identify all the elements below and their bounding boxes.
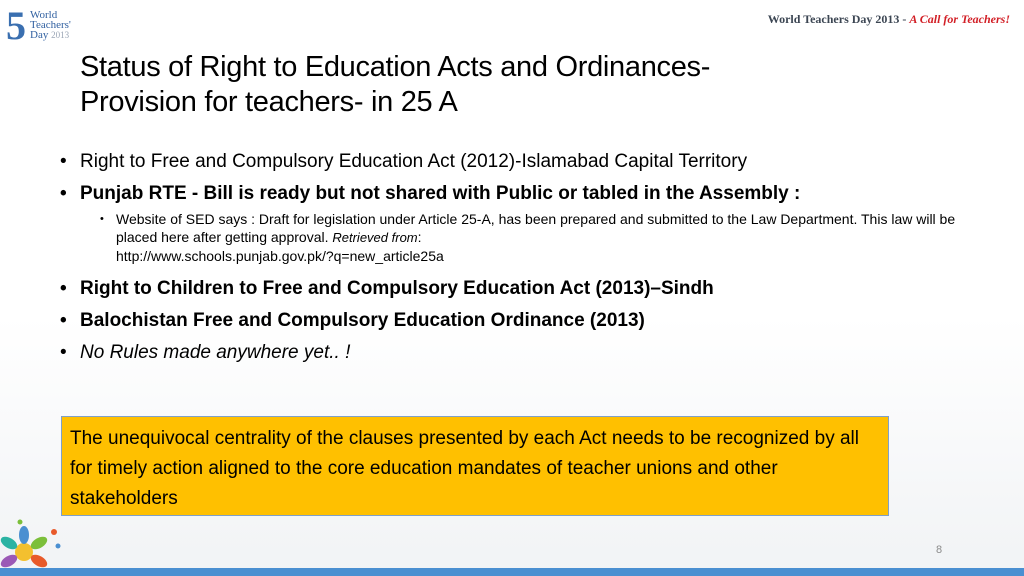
bullet-list bbox=[60, 150, 990, 373]
bullet-marker: • bbox=[60, 151, 67, 172]
flower-logo-icon bbox=[0, 508, 70, 576]
bullet-marker: • bbox=[60, 183, 67, 204]
bullet-marker: • bbox=[60, 310, 67, 331]
bullet-islamabad bbox=[60, 150, 990, 174]
retrieved-colon: : bbox=[417, 229, 422, 245]
bullet-punjab bbox=[60, 182, 990, 206]
bullet-balochistan bbox=[60, 309, 990, 333]
title-line-1: Status of Right to Education Acts and Ordinances- bbox=[80, 51, 711, 83]
header-event: World Teachers Day 2013 - bbox=[767, 12, 910, 26]
bullet-text: No Rules made anywhere yet.. ! bbox=[80, 342, 351, 363]
sub-bullet-text: Website of SED says : Draft for legislation under Article 25-A, has been prepared and submitted to the Law Department. This law will be placed here after getting approval. bbox=[116, 211, 956, 245]
title-line-2: Provision for teachers- in 25 A bbox=[80, 86, 458, 118]
event-logo bbox=[4, 4, 96, 48]
logo-line-3 bbox=[30, 30, 71, 40]
callout-box: The unequivocal centrality of the clauses presented by each Act needs to be recognized by all for timely action aligned to the core education mandates of teacher unions and other stakeholders bbox=[61, 416, 889, 516]
logo-day: Day bbox=[30, 29, 49, 41]
bullet-marker: • bbox=[60, 278, 67, 299]
bullet-text: Balochistan Free and Compulsory Education Ordinance (2013) bbox=[80, 310, 645, 331]
sub-bullet-sed-website bbox=[100, 210, 990, 265]
bullet-text: Right to Free and Compulsory Education Act (2012)-Islamabad Capital Territory bbox=[80, 151, 748, 172]
bottom-accent-bar bbox=[0, 568, 1024, 576]
sub-bullet-marker: • bbox=[100, 213, 104, 225]
page-number: 8 bbox=[936, 544, 943, 556]
logo-line-1: World bbox=[30, 9, 58, 21]
logo-line-2: Teachers' bbox=[30, 19, 71, 31]
bullet-text: Right to Children to Free and Compulsory Education Act (2013)–Sindh bbox=[80, 278, 714, 299]
retrieved-from-label: Retrieved from bbox=[332, 230, 418, 245]
bullet-no-rules bbox=[60, 341, 990, 365]
slide-title bbox=[80, 50, 960, 120]
bullet-text: Punjab RTE - Bill is ready but not shared with Public or tabled in the Assembly : bbox=[80, 183, 801, 204]
logo-numeral: 5 bbox=[6, 3, 26, 48]
logo-year: 2013 bbox=[51, 30, 70, 40]
header-banner bbox=[768, 12, 1010, 27]
source-url[interactable]: http://www.schools.punjab.gov.pk/?q=new_article25a bbox=[116, 248, 444, 264]
logo-wordmark bbox=[30, 10, 71, 40]
bullet-marker: • bbox=[60, 342, 67, 363]
header-slogan: A Call for Teachers! bbox=[909, 12, 1010, 26]
bullet-sindh bbox=[60, 277, 990, 301]
